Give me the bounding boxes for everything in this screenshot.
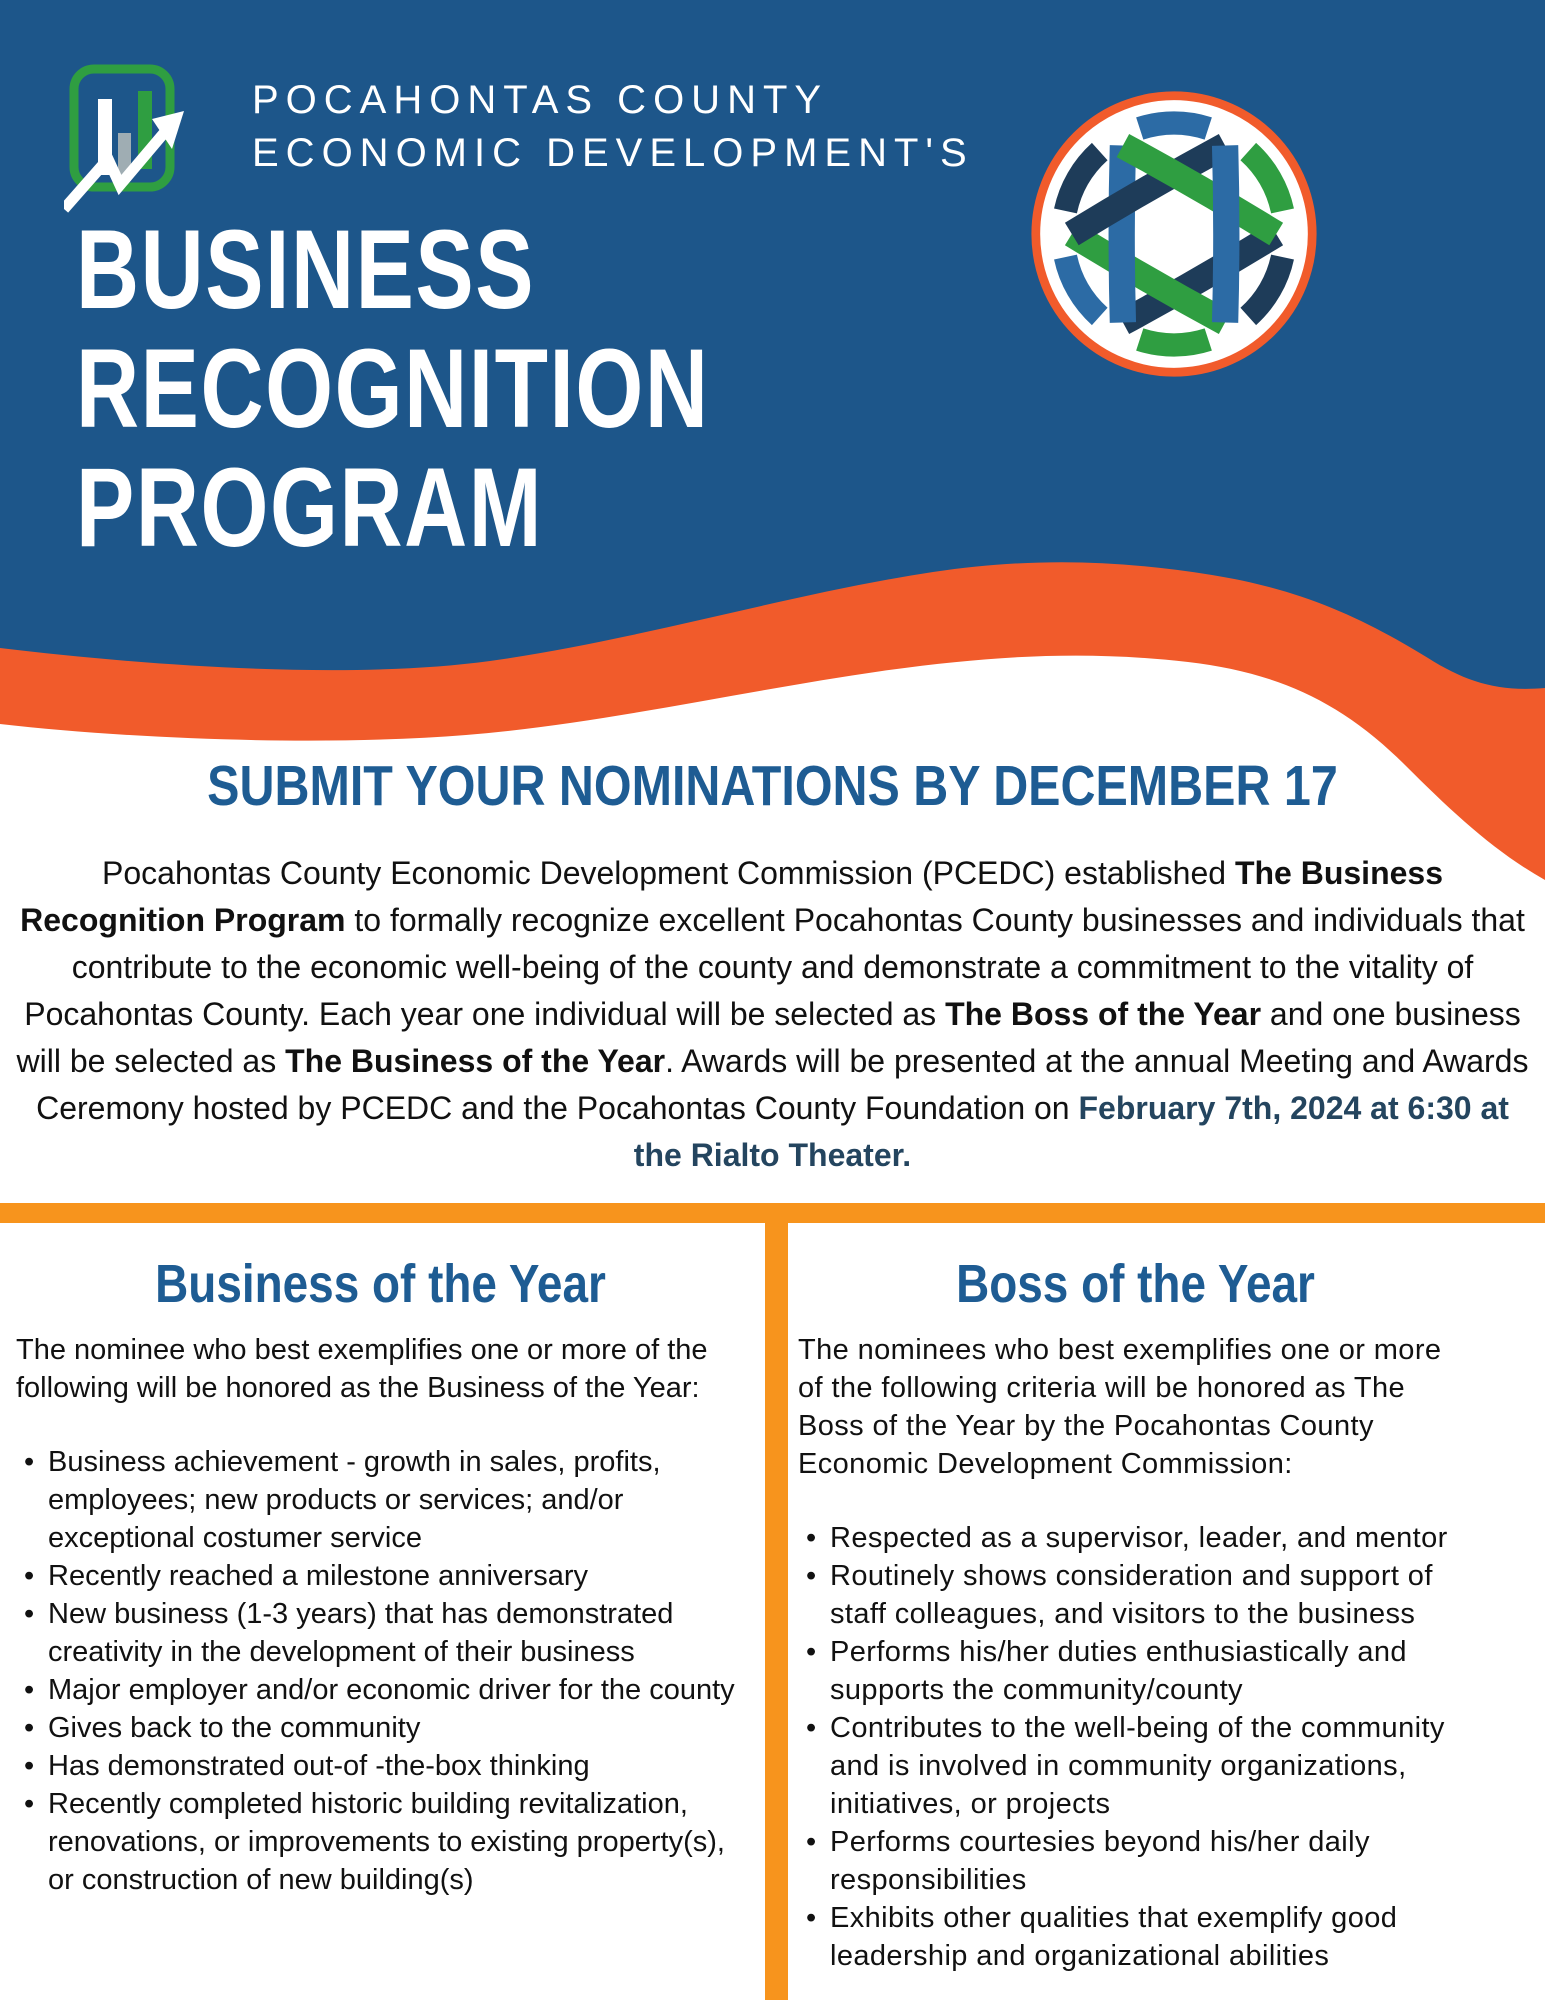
bullet-list	[16, 1443, 745, 1899]
bullet-list	[798, 1519, 1473, 1975]
org-name-line1: POCAHONTAS COUNTY	[252, 78, 829, 122]
bullet-item: • New business (1-3 years) that has demonstrated creativity in the development of their business	[16, 1595, 745, 1671]
column-business-of-the-year	[0, 1203, 765, 2000]
intro-segment: The Business of the Year	[285, 1043, 666, 1079]
intro-segment: . Awards will be presented at the annual Meeting and Awards Ceremony hosted by PCEDC and the Pocahontas County Foundation on	[36, 1043, 1529, 1126]
intro-segment: The Business Recognition Program	[20, 855, 1443, 938]
bullet-item: • Business achievement - growth in sales, profits, employees; new products or services; and/or exceptional costumer service	[16, 1443, 745, 1557]
bullet-item: • Routinely shows consideration and support of staff colleagues, and visitors to the business	[798, 1557, 1473, 1633]
intro-segment: and one business will be selected as	[16, 996, 1521, 1079]
intro-segment: to formally recognize excellent Pocahontas County businesses and individuals that contribute to the economic well-being of the county and demonstrate a commitment to the vitality of Pocahontas County. Each year one individual will be selected as	[24, 902, 1525, 1032]
column-intro: The nominee who best exemplifies one or more of the following will be honored as the Business of the Year:	[16, 1334, 708, 1404]
org-name-line2: ECONOMIC DEVELOPMENT'S	[252, 131, 974, 175]
org-name	[252, 74, 974, 180]
program-title	[76, 207, 710, 570]
intro-paragraph	[14, 850, 1531, 1179]
intro-segment: The Boss of the Year	[945, 996, 1262, 1032]
bullet-item: • Exhibits other qualities that exemplify good leadership and organizational abilities	[798, 1899, 1473, 1975]
bullet-item: • Respected as a supervisor, leader, and mentor	[798, 1519, 1473, 1557]
column-divider	[765, 1203, 788, 2000]
title-line: RECOGNITION	[76, 326, 710, 451]
intro-segment: Pocahontas County Economic Development Commission (PCEDC) established	[102, 855, 1235, 891]
column-boss-of-the-year	[788, 1203, 1545, 2000]
column-title: Business of the Year	[155, 1254, 606, 1314]
bullet-item: • Recently completed historic building revitalization, renovations, or improvements to existing property(s), or construction of new building(s)	[16, 1785, 745, 1899]
title-line: PROGRAM	[76, 445, 544, 570]
bullet-item: • Gives back to the community	[16, 1709, 745, 1747]
interlocking-arcs-circle-icon	[1028, 88, 1320, 380]
bullet-item: • Recently reached a milestone anniversary	[16, 1557, 745, 1595]
bullet-item: • Performs courtesies beyond his/her daily responsibilities	[798, 1823, 1473, 1899]
column-title: Boss of the Year	[956, 1254, 1315, 1314]
column-intro: The nominees who best exemplifies one or more of the following criteria will be honored as The Boss of the Year by the Pocahontas County Economic Development Commission:	[798, 1334, 1442, 1480]
intro-segment: February 7th, 2024 at 6:30 at the Rialto Theater.	[633, 1090, 1509, 1173]
title-line: BUSINESS	[76, 207, 536, 332]
bullet-item: • Has demonstrated out-of -the-box thinking	[16, 1747, 745, 1785]
bar-chart-growth-arrow-icon	[64, 58, 224, 218]
submit-deadline-heading: SUBMIT YOUR NOMINATIONS BY DECEMBER 17	[207, 754, 1338, 818]
bullet-item: • Performs his/her duties enthusiastically and supports the community/county	[798, 1633, 1473, 1709]
bullet-item: • Major employer and/or economic driver for the county	[16, 1671, 745, 1709]
bullet-item: • Contributes to the well-being of the community and is involved in community organizations, initiatives, or projects	[798, 1709, 1473, 1823]
award-columns-section	[0, 1203, 1545, 2000]
